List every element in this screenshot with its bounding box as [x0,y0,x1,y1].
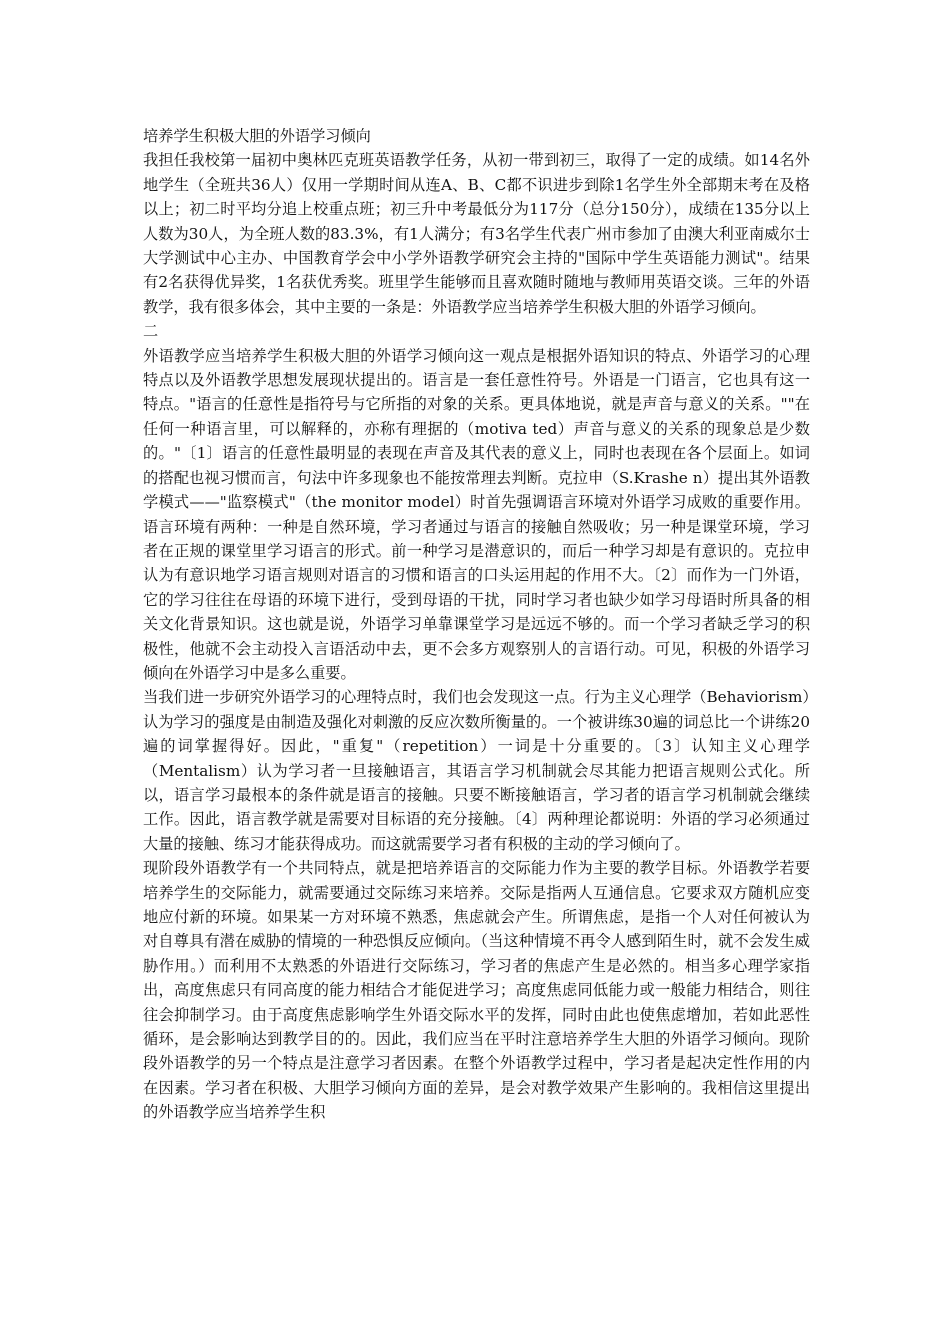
paragraph-psychology: 当我们进一步研究外语学习的心理特点时，我们也会发现这一点。行为主义心理学（Behaviorism）认为学习的强度是由制造及强化对刺激的反应次数所衡量的。一个被讲练30遍的词总比一个讲练20遍的词掌握得好。因此，"重复"（repetition）一词是十分重要的。〔3〕认知主义心理学（Mentalism）认为学习者一旦接触语言，其语言学习机制就会尽其能力把语言规则公式化。所以，语言学习最根本的条件就是语言的接触。只要不断接触语言，学习者的语言学习机制就会继续工作。因此，语言教学就是需要对目标语的充分接触。〔4〕两种理论都说明：外语的学习必须通过大量的接触、练习才能获得成功。而这就需要学习者有积极的主动的学习倾向了。 [143,688,810,853]
section-heading-two: 二 [143,322,159,341]
paragraph-intro: 我担任我校第一届初中奥林匹克班英语教学任务，从初一带到初三，取得了一定的成绩。如14名外地学生（全班共36人）仅用一学期时间从连A、B、C都不识进步到除1名学生外全部期末考在及格以上；初二时平均分追上校重点班；初三升中考最低分为117分（总分150分），成绩在135分以上人数为30人，为全班人数的83.3%，有1人满分；有3名学生代表广州市参加了由澳大利亚南威尔士大学测试中心主办、中国教育学会中小学外语教学研究会主持的"国际中学生英语能力测试"。结果有2名获得优异奖，1名获优秀奖。班里学生能够而且喜欢随时随地与教师用英语交谈。三年的外语教学，我有很多体会，其中主要的一条是：外语教学应当培养学生积极大胆的外语学习倾向。 [143,151,810,316]
document-title: 培养学生积极大胆的外语学习倾向 [143,127,371,145]
paragraph-communication: 现阶段外语教学有一个共同特点，就是把培养语言的交际能力作为主要的教学目标。外语教学若要培养学生的交际能力，就需要通过交际练习来培养。交际是指两人互通信息。它要求双方随机应变地应付新的环境。如果某一方对环境不熟悉，焦虑就会产生。所谓焦虑，是指一个人对任何被认为对自尊具有潜在威胁的情境的一种恐惧反应倾向。（当这种情境不再令人感到陌生时，就不会发生威胁作用。）而利用不太熟悉的外语进行交际练习，学习者的焦虑产生是必然的。相当多心理学家指出，高度焦虑只有同高度的能力相结合才能促进学习；高度焦虑同低能力或一般能力相结合，则往往会抑制学习。由于高度焦虑影响学生外语交际水平的发挥，同时由此也使焦虑增加，若如此恶性循环，是会影响达到教学目的的。因此，我们应当在平时注意培养学生大胆的外语学习倾向。现阶段外语教学的另一个特点是注意学习者因素。在整个外语教学过程中，学习者是起决定性作用的内在因素。学习者在积极、大胆学习倾向方面的差异，是会对教学效果产生影响的。我相信这里提出的外语教学应当培养学生积 [143,859,810,1122]
paragraph-language-features: 外语教学应当培养学生积极大胆的外语学习倾向这一观点是根据外语知识的特点、外语学习的心理特点以及外语教学思想发展现状提出的。语言是一套任意性符号。外语是一门语言，它也具有这一特点。"语言的任意性是指符号与它所指的对象的关系。更具体地说，就是声音与意义的关系。""在任何一种语言里，可以解释的，亦称有理据的（motiva ted）声音与意义的关系的现象总是少数的。"〔1〕语言的任意性最明显的表现在声音及其代表的意义上，同时也表现在各个层面上。如词的搭配也视习惯而言，句法中许多现象也不能按常理去判断。克拉申（S.Krashe n）提出其外语教学模式——"监察模式"（the monitor model）时首先强调语言环境对外语学习成败的重要作用。语言环境有两种：一种是自然环境，学习者通过与语言的接触自然吸收；另一种是课堂环境，学习者在正规的课堂里学习语言的形式。前一种学习是潜意识的，而后一种学习却是有意识的。克拉申认为有意识地学习语言规则对语言的习惯和语言的口头运用起的作用不大。〔2〕而作为一门外语，它的学习往往在母语的环境下进行，受到母语的干扰，同时学习者也缺少如学习母语时所具备的相关文化背景知识。这也就是说，外语学习单靠课堂学习是远远不够的。而一个学习者缺乏学习的积极性，他就不会主动投入言语活动中去，更不会多方观察别人的言语行动。可见，积极的外语学习倾向在外语学习中是多么重要。 [143,346,810,682]
document-page [143,124,810,1125]
